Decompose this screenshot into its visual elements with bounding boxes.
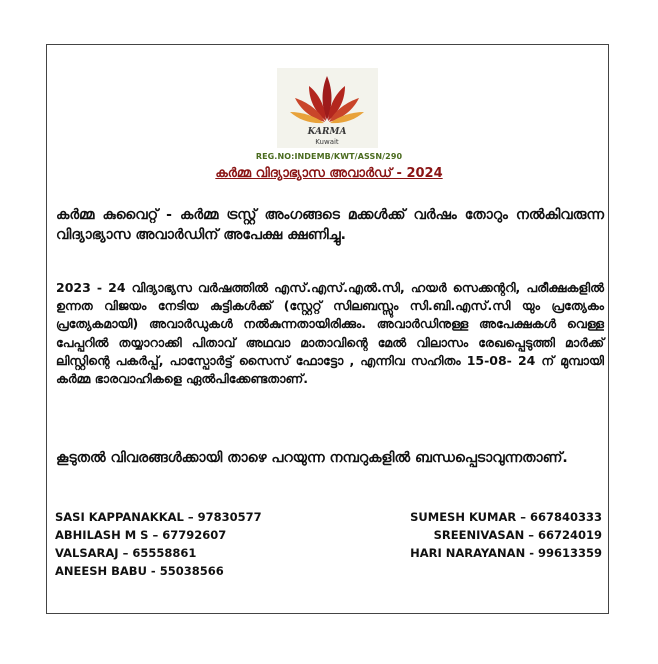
contact-left: ANEESH BABU - 55038566 [55, 564, 224, 578]
logo-sub-text: Kuwait [315, 138, 339, 146]
contact-list [55, 508, 602, 580]
karma-kuwait-logo [277, 68, 378, 148]
title-text: കർമ്മ വിദ്യാഭ്യാസ അവാർഡ് - 2024 [215, 166, 443, 181]
contact-left: SASI KAPPANAKKAL – 97830577 [55, 510, 262, 524]
contact-intro-paragraph: കൂടുതൽ വിവരങ്ങൾക്കായി താഴെ പറയുന്ന നമ്പറുകളിൽ ബന്ധപ്പെടാവുന്നതാണ്. [56, 450, 568, 466]
contact-right: HARI NARAYANAN - 99613359 [410, 546, 602, 560]
contact-row [55, 508, 602, 526]
registration-number: REG.NO:INDEMB/KWT/ASSN/290 [255, 152, 403, 161]
contact-right: SUMESH KUMAR – 667840333 [410, 510, 602, 524]
contact-right: SREENIVASAN – 66724019 [433, 528, 602, 542]
contact-row [55, 544, 602, 562]
details-paragraph: 2023 - 24 വിദ്യാഭ്യസ വർഷത്തിൽ എസ്.എസ്.എൽ.സി, ഹയർ സെക്കന്ററി, പരീക്ഷകളിൽ ഉന്നത വിജയം നേടിയ കുട്ടികൾക്ക് (സ്റ്റേറ്റ് സിലബസ്സും സി.ബി.എസ്.സി യും പ്രത്യേകം പ്രത്യേകമായി) അവാർഡുകൾ നൽകുന്നതായിരിക്കും. അവാർഡിനുള്ള അപേക്ഷകൾ വെള്ള പേപ്പറിൽ തയ്യാറാക്കി പിതാവ് അഥവാ മാതാവിന്റെ മേൽ വിലാസം രേഖപ്പെടുത്തി മാർക്ക് ലിസ്റ്റിന്റെ പകർപ്പ്, പാസ്പോർട്ട് സൈസ് ഫോട്ടോ , എന്നിവ സഹിതം 15-08- 24 ന് മുമ്പായി കർമ്മ ഭാരവാഹികളെ ഏൽപിക്കേണ്ടതാണ്. [56, 280, 604, 387]
lotus-icon [277, 68, 378, 148]
contact-left: VALSARAJ – 65558861 [55, 546, 197, 560]
document-title [0, 166, 658, 181]
contact-row [55, 562, 602, 580]
intro-paragraph: കർമ്മ കുവൈറ്റ് - കർമ്മ ട്രസ്റ്റ് അംഗങ്ങടെ മക്കൾക്ക് വർഷം തോറും നൽകിവരുന്ന വിദ്യാഭ്യാസ അവാർഡിന് അപേക്ഷ ക്ഷണിച്ചു. [56, 207, 604, 243]
contact-row [55, 526, 602, 544]
contact-left: ABHILASH M S – 67792607 [55, 528, 227, 542]
logo-brand-text: KARMA [307, 127, 347, 137]
